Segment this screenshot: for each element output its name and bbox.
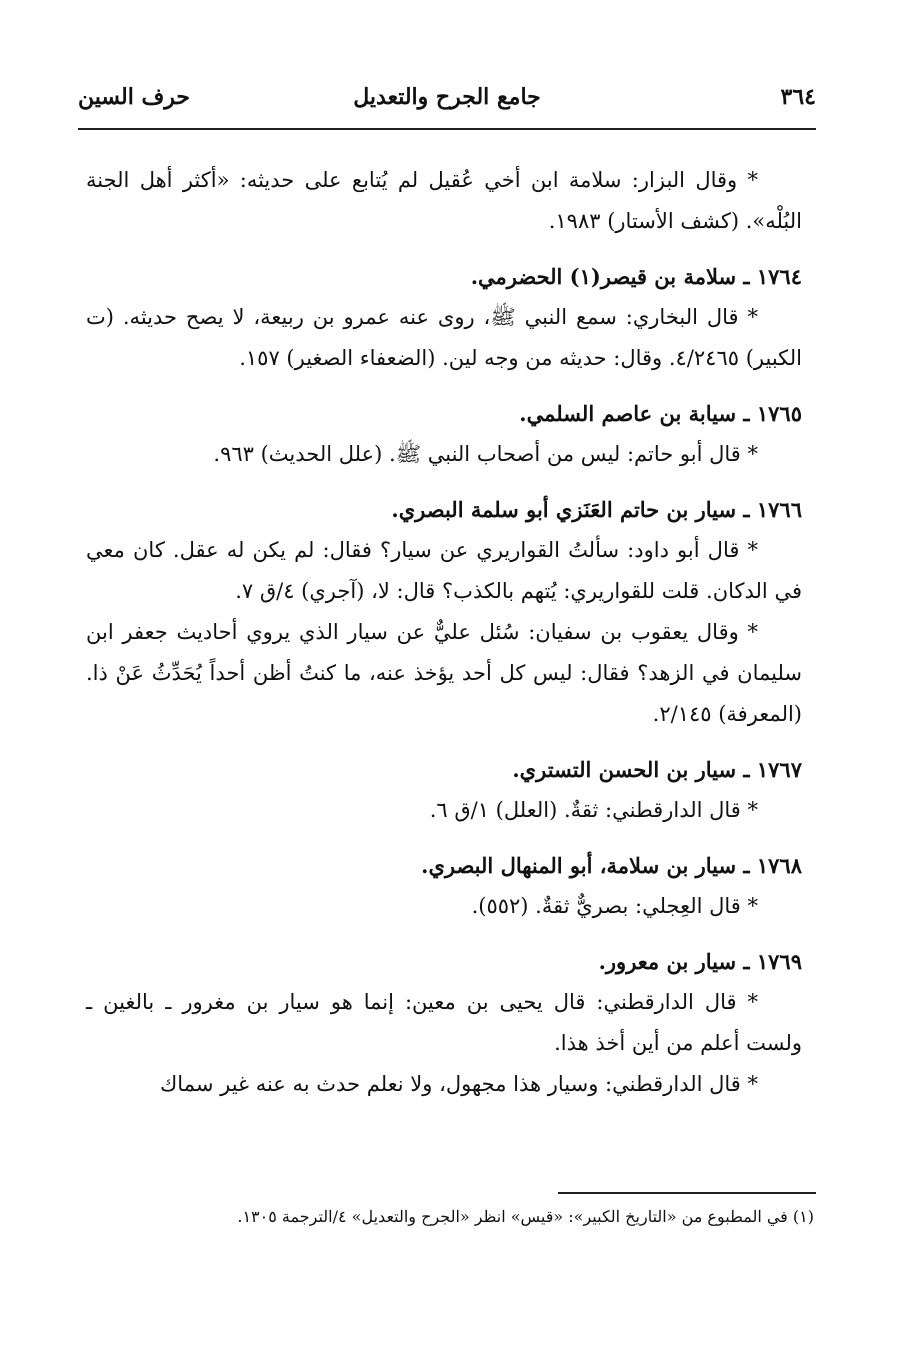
paragraph: * قال الدارقطني: وسيار هذا مجهول، ولا نعلم حدث به عنه غير سماك [160, 1072, 758, 1096]
paragraph: * وقال يعقوب بن سفيان: سُئل عليٌّ عن سيار الذي يروي أحاديث جعفر ابن سليمان في الزهد؟ فقال: ليس كل أحد يؤخذ عنه، ما كنتُ أظن أحداً يُحَدِّثُ عَنْ ذا. (المعرفة) ٢/١٤٥. [86, 620, 802, 726]
header-rule [78, 128, 816, 130]
entry-heading: ١٧٦٥ ـ سيابة بن عاصم السلمي. [519, 401, 802, 426]
paragraph: * وقال البزار: سلامة ابن أخي عُقيل لم يُتابع على حديثه: «أكثر أهل الجنة البُلْه». (كشف الأستار) ١٩٨٣. [86, 168, 802, 233]
entry-heading: ١٧٦٩ ـ سيار بن معرور. [598, 949, 802, 974]
main-text [86, 160, 802, 1105]
book-title: جامع الجرح والتعديل [353, 84, 541, 110]
paragraph: * قال أبو حاتم: ليس من أصحاب النبي ﷺ. (علل الحديث) ٩٦٣. [213, 442, 758, 466]
entry-heading: ١٧٦٤ ـ سلامة بن قيصر(١) الحضرمي. [470, 264, 802, 289]
paragraph: * قال أبو داود: سألتُ القواريري عن سيار؟ فقال: لم يكن له عقل. كان معي في الدكان. قلت للقواريري: يُتهم بالكذب؟ قال: لا، (آجري) ٤/ق ٧. [86, 538, 802, 603]
page-number: ٣٦٤ [780, 84, 816, 110]
footnote: (١) في المطبوع من «التاريخ الكبير»: «قيس» انظر «الجرح والتعديل» ٤/الترجمة ١٣٠٥. [237, 1207, 814, 1226]
entry-heading: ١٧٦٨ ـ سيار بن سلامة، أبو المنهال البصري. [421, 853, 802, 878]
paragraph: * قال البخاري: سمع النبي ﷺ، روى عنه عمرو بن ربيعة، لا يصح حديثه. (ت الكبير) ٤/٢٤٦٥. وقال: حديثه من وجه لين. (الضعفاء الصغير) ١٥٧. [86, 305, 802, 370]
entry-heading: ١٧٦٧ ـ سيار بن الحسن التستري. [512, 757, 802, 782]
paragraph: * قال الدارقطني: قال يحيى بن معين: إنما هو سيار بن مغرور ـ بالغين ـ ولست أعلم من أين أخذ هذا. [86, 990, 802, 1055]
entry-heading: ١٧٦٦ ـ سيار بن حاتم العَنَزي أبو سلمة البصري. [391, 497, 802, 522]
paragraph: * قال العِجلي: بصريٌّ ثقةٌ. (٥٥٢). [471, 894, 758, 918]
chapter-title: حرف السين [78, 84, 191, 110]
paragraph: * قال الدارقطني: ثقةٌ. (العلل) ١/ق ٦. [429, 798, 758, 822]
footnote-rule [558, 1192, 816, 1194]
running-header [78, 84, 816, 124]
